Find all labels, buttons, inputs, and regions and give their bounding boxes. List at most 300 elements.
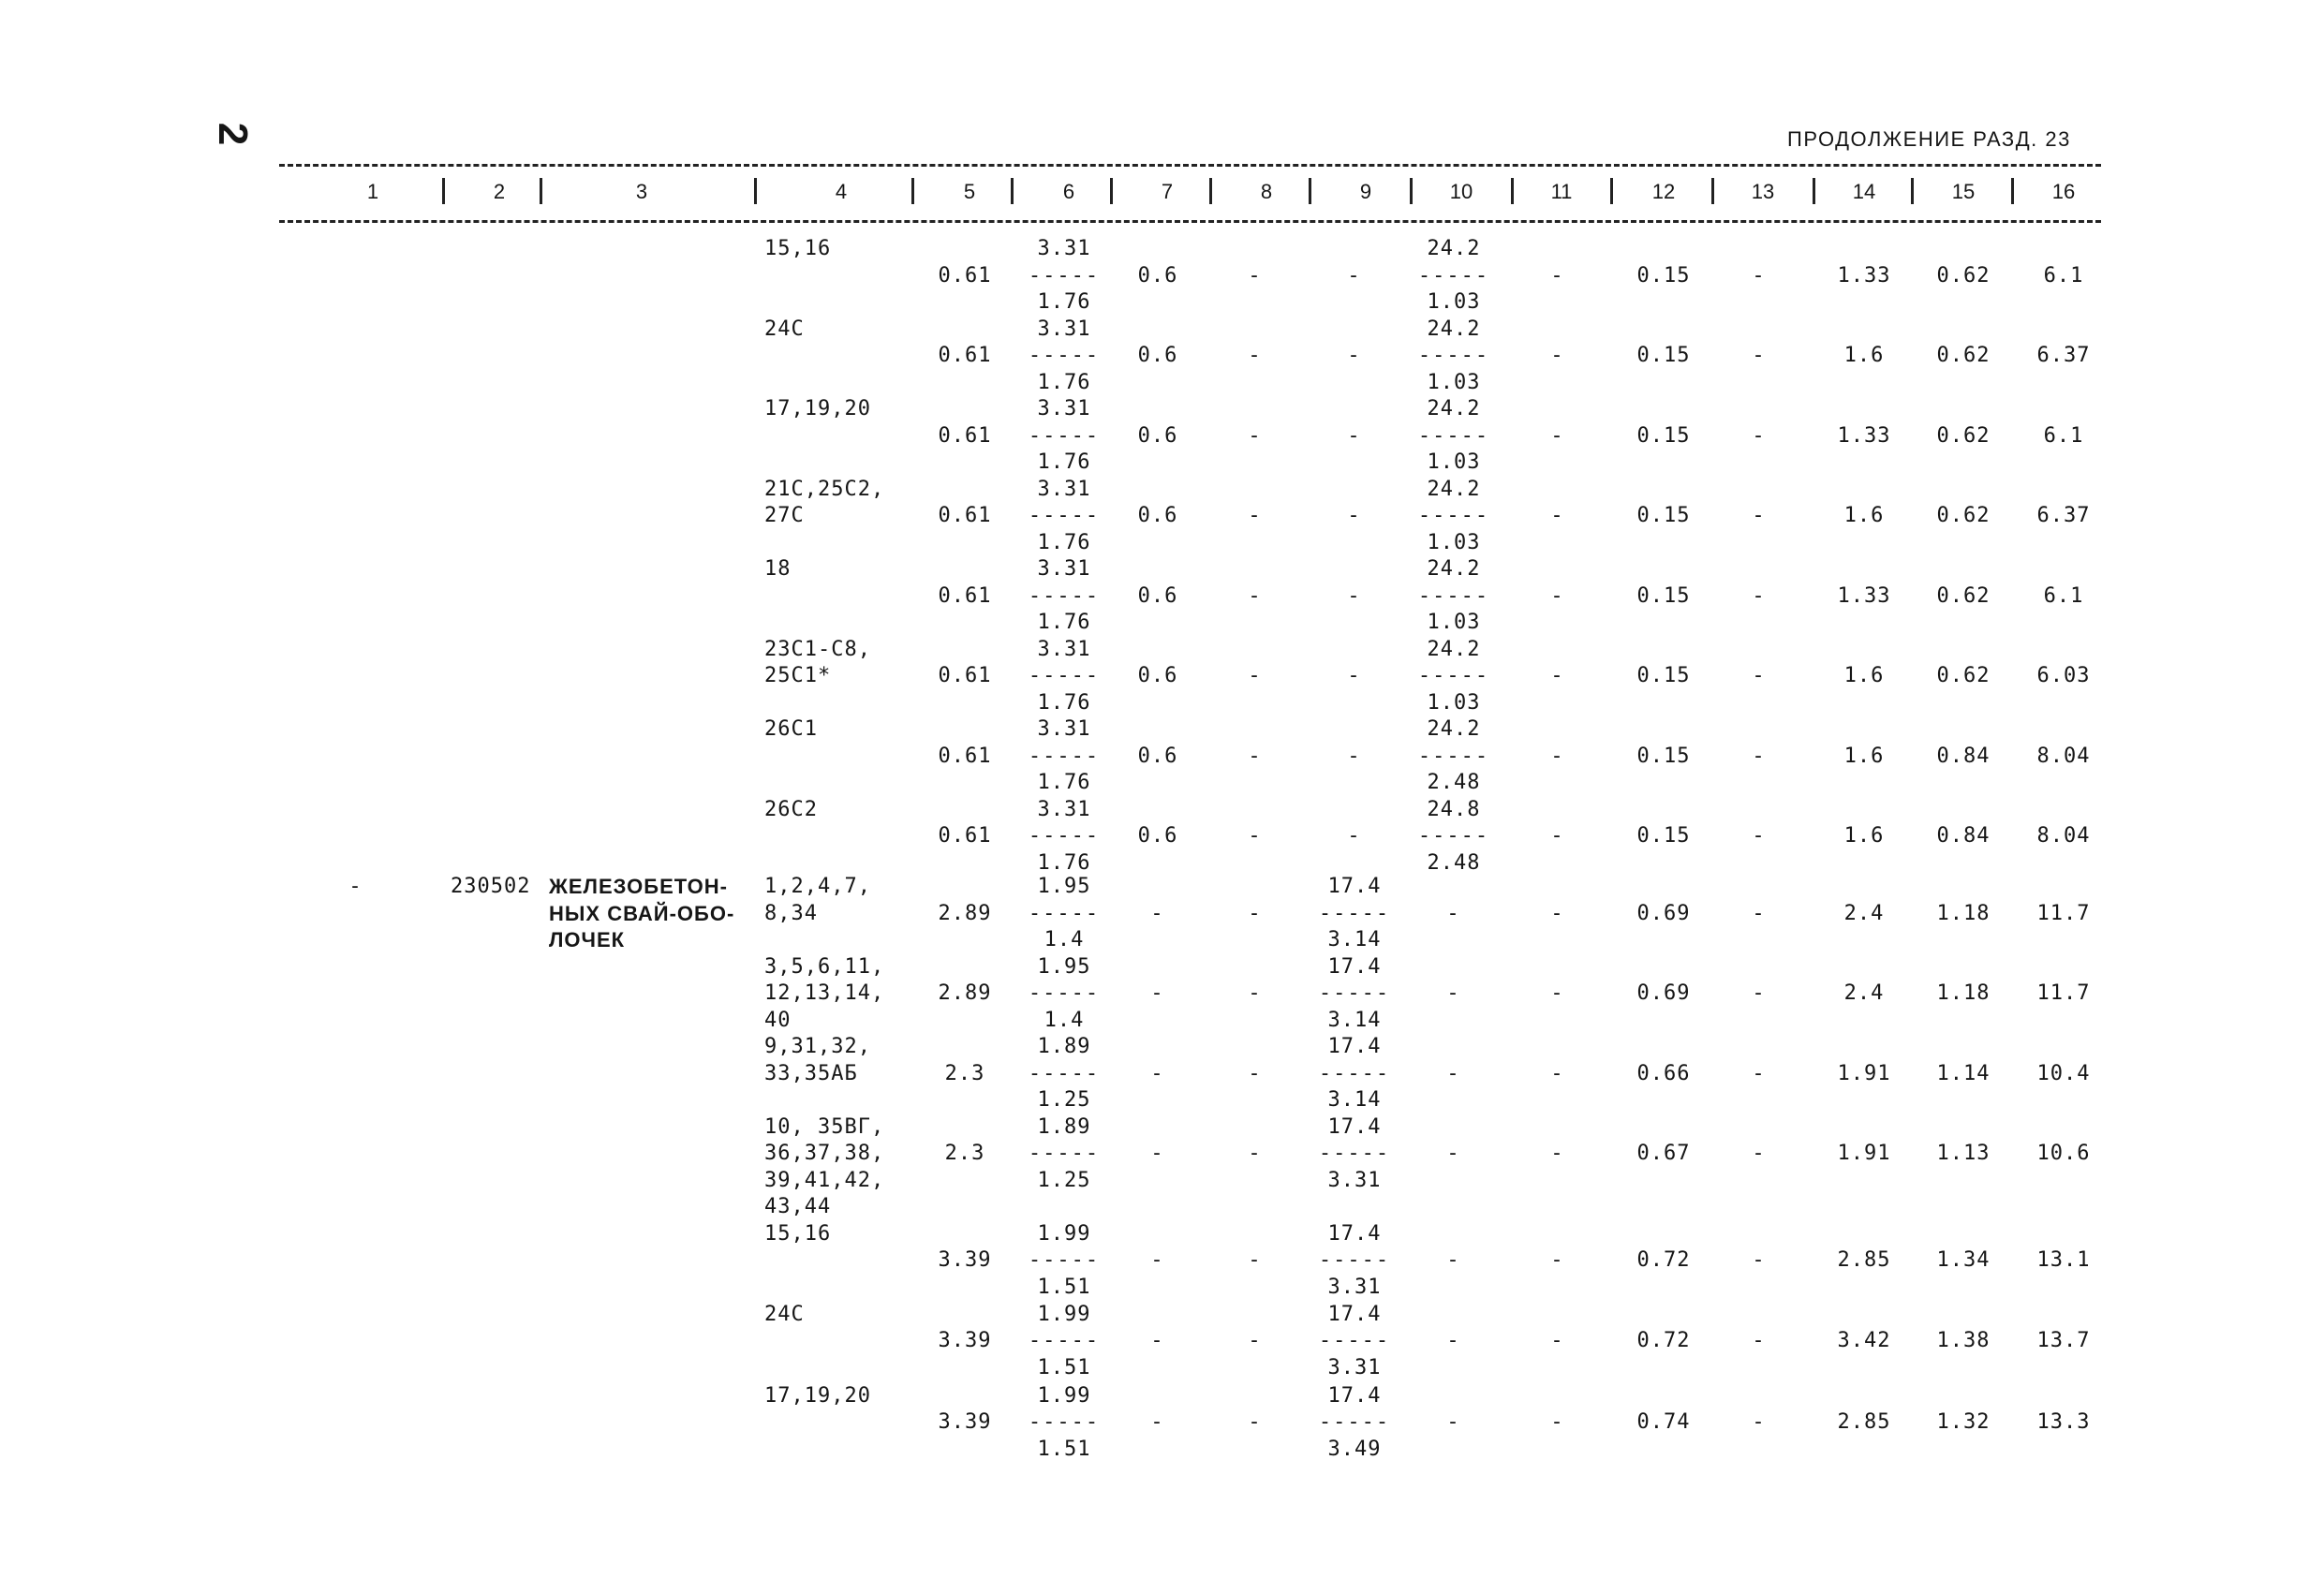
row-label: 1,2,4,7, — [764, 875, 871, 898]
cell-c15: 0.84 — [1936, 744, 1991, 768]
cell-c7: 0.6 — [1137, 344, 1178, 367]
cell-c8: - — [1248, 344, 1263, 367]
cell-c14: 2.85 — [1837, 1248, 1891, 1272]
fraction-bar: ----- — [1028, 1329, 1101, 1352]
cell-c14: 1.6 — [1843, 504, 1885, 527]
cell-c10: - — [1446, 981, 1461, 1005]
fraction-bar: ----- — [1028, 664, 1101, 687]
cell-c6: 1.25 — [1037, 1168, 1091, 1192]
column-separator — [1911, 178, 1914, 204]
column-number-14: 14 — [1852, 180, 1876, 203]
column-number-15: 15 — [1951, 180, 1976, 203]
cell-c9: - — [1347, 824, 1362, 848]
cell-c13: - — [1752, 423, 1767, 448]
fraction-bar: ----- — [1417, 344, 1490, 367]
fraction-bar: ----- — [1028, 824, 1101, 848]
cell-c6: 1.4 — [1044, 928, 1085, 951]
cell-c15: 1.34 — [1936, 1248, 1991, 1272]
cell-c7: - — [1150, 1142, 1165, 1165]
cell-c12: 0.66 — [1636, 1061, 1691, 1085]
cell-c7: 0.6 — [1137, 664, 1178, 687]
cell-c13: - — [1752, 1410, 1767, 1434]
cell-c10: 1.03 — [1427, 690, 1481, 715]
group-title: ЛОЧЕК — [549, 928, 626, 951]
cell-c11: - — [1550, 1248, 1565, 1272]
cell-c10: - — [1446, 1061, 1461, 1085]
cell-c15: 1.13 — [1936, 1142, 1991, 1165]
cell-c12: 0.15 — [1636, 263, 1691, 288]
cell-c6: 1.51 — [1037, 1355, 1091, 1379]
cell-c9: 3.49 — [1327, 1437, 1382, 1461]
cell-c6: 1.95 — [1037, 875, 1091, 898]
cell-c5: 2.3 — [944, 1142, 985, 1165]
cell-c10: 1.03 — [1427, 450, 1481, 474]
cell-c12: 0.15 — [1636, 664, 1691, 687]
fraction-bar: ----- — [1028, 423, 1101, 448]
cell-c15: 1.14 — [1936, 1061, 1991, 1085]
cell-c9: - — [1347, 744, 1362, 768]
fraction-bar: ----- — [1318, 1410, 1391, 1434]
cell-c12: 0.69 — [1636, 981, 1691, 1005]
cell-c11: - — [1550, 1061, 1565, 1085]
cell-c7: 0.6 — [1137, 744, 1178, 768]
cell-c6: 1.95 — [1037, 954, 1091, 979]
row-label: 36,37,38, — [764, 1142, 885, 1165]
column-number-3: 3 — [635, 180, 648, 203]
cell-c12: 0.72 — [1636, 1248, 1691, 1272]
cell-c13: - — [1752, 583, 1767, 608]
row-label: 26C1 — [764, 717, 818, 741]
fraction-bar: ----- — [1028, 1248, 1101, 1272]
header-rule-bottom — [279, 220, 2101, 223]
cell-c13: - — [1752, 1329, 1767, 1352]
cell-c5: 2.89 — [938, 981, 992, 1005]
cell-c10: - — [1446, 1248, 1461, 1272]
cell-c9: 3.14 — [1327, 1088, 1382, 1112]
row-label: 27C — [764, 504, 805, 527]
cell-c16: 11.7 — [2036, 901, 2091, 925]
cell-c15: 0.62 — [1936, 263, 1991, 288]
cell-c16: 6.37 — [2036, 344, 2091, 367]
cell-c10: 24.2 — [1427, 637, 1481, 661]
fraction-bar: ----- — [1417, 263, 1490, 288]
cell-c14: 1.33 — [1837, 263, 1891, 288]
cell-c7: - — [1150, 1061, 1165, 1085]
header-rule-top — [279, 164, 2101, 167]
cell-c6: 1.89 — [1037, 1114, 1091, 1139]
cell-c10: 24.2 — [1427, 477, 1481, 501]
cell-c5: 3.39 — [938, 1329, 992, 1352]
cell-c6: 1.89 — [1037, 1035, 1091, 1058]
cell-c6: 3.31 — [1037, 797, 1091, 821]
cell-c13: - — [1752, 1061, 1767, 1085]
cell-c7: - — [1150, 981, 1165, 1005]
column-separator — [2011, 178, 2014, 204]
cell-c6: 1.76 — [1037, 530, 1091, 554]
cell-c10: 2.48 — [1427, 850, 1481, 875]
fraction-bar: ----- — [1417, 824, 1490, 848]
cell-c12: 0.15 — [1636, 824, 1691, 848]
fraction-bar: ----- — [1318, 981, 1391, 1005]
cell-c11: - — [1550, 744, 1565, 768]
cell-c10: 1.03 — [1427, 530, 1481, 554]
cell-c6: 1.76 — [1037, 850, 1091, 875]
cell-c11: - — [1550, 1410, 1565, 1434]
cell-c12: 0.72 — [1636, 1329, 1691, 1352]
cell-c6: 1.99 — [1037, 1221, 1091, 1246]
column-separator — [442, 178, 445, 204]
cell-c6: 1.25 — [1037, 1088, 1091, 1112]
fraction-bar: ----- — [1028, 504, 1101, 527]
cell-c14: 1.33 — [1837, 583, 1891, 608]
cell-c6: 3.31 — [1037, 557, 1091, 581]
cell-c6: 3.31 — [1037, 637, 1091, 661]
cell-c12: 0.74 — [1636, 1410, 1691, 1434]
cell-c9: 17.4 — [1327, 875, 1382, 898]
cell-c8: - — [1248, 981, 1263, 1005]
cell-c6: 1.76 — [1037, 771, 1091, 794]
cell-c14: 1.91 — [1837, 1142, 1891, 1165]
cell-c15: 1.38 — [1936, 1329, 1991, 1352]
cell-c11: - — [1550, 504, 1565, 527]
cell-c14: 2.4 — [1843, 981, 1885, 1005]
cell-c5: 0.61 — [938, 744, 992, 768]
column-separator — [1110, 178, 1113, 204]
cell-c15: 1.32 — [1936, 1410, 1991, 1434]
row-label: 10, 35ВГ, — [764, 1114, 885, 1139]
cell-c14: 1.6 — [1843, 744, 1885, 768]
fraction-bar: ----- — [1318, 901, 1391, 925]
cell-c9: 3.31 — [1327, 1275, 1382, 1299]
fraction-bar: ----- — [1028, 344, 1101, 367]
cell-c5: 0.61 — [938, 263, 992, 288]
cell-c10: 1.03 — [1427, 290, 1481, 314]
cell-c9: 17.4 — [1327, 1035, 1382, 1058]
cell-c12: 0.15 — [1636, 744, 1691, 768]
row-label: 24C — [764, 317, 805, 341]
group-title: НЫХ СВАЙ-ОБО- — [549, 901, 735, 925]
cell-c9: - — [1347, 423, 1362, 448]
cell-c13: - — [1752, 504, 1767, 527]
cell-c8: - — [1248, 824, 1263, 848]
cell-c5: 0.61 — [938, 664, 992, 687]
cell-c6: 1.99 — [1037, 1302, 1091, 1326]
cell-c8: - — [1248, 504, 1263, 527]
column-number-8: 8 — [1260, 180, 1273, 203]
row-label: 15,16 — [764, 237, 832, 260]
cell-c6: 1.76 — [1037, 370, 1091, 394]
row-label: 39,41,42, — [764, 1168, 885, 1192]
row-label: 17,19,20 — [764, 397, 871, 420]
cell-c10: - — [1446, 1329, 1461, 1352]
cell-c11: - — [1550, 423, 1565, 448]
column-number-2: 2 — [493, 180, 506, 203]
fraction-bar: ----- — [1028, 1061, 1101, 1085]
cell-c9: 17.4 — [1327, 1221, 1382, 1246]
cell-c5: 0.61 — [938, 504, 992, 527]
cell-c6: 1.51 — [1037, 1437, 1091, 1461]
cell-c16: 13.1 — [2036, 1248, 2091, 1272]
cell-c9: - — [1347, 504, 1362, 527]
cell-c16: 8.04 — [2036, 824, 2091, 848]
cell-c7: - — [1150, 1248, 1165, 1272]
fraction-bar: ----- — [1028, 981, 1101, 1005]
fraction-bar: ----- — [1028, 901, 1101, 925]
cell-c16: 8.04 — [2036, 744, 2091, 768]
cell-c7: - — [1150, 1410, 1165, 1434]
cell-c10: 2.48 — [1427, 771, 1481, 794]
cell-c14: 1.91 — [1837, 1061, 1891, 1085]
row-label: 9,31,32, — [764, 1035, 871, 1058]
cell-c9: - — [1347, 263, 1362, 288]
cell-c11: - — [1550, 981, 1565, 1005]
column-separator — [1209, 178, 1212, 204]
cell-c11: - — [1550, 901, 1565, 925]
cell-c11: - — [1550, 824, 1565, 848]
cell-c7: 0.6 — [1137, 583, 1178, 608]
cell-c14: 2.4 — [1843, 901, 1885, 925]
column-separator — [1410, 178, 1413, 204]
cell-c14: 1.6 — [1843, 824, 1885, 848]
cell-c12: 0.15 — [1636, 504, 1691, 527]
column-separator — [1711, 178, 1714, 204]
cell-c16: 13.7 — [2036, 1329, 2091, 1352]
row-label: 17,19,20 — [764, 1383, 871, 1408]
cell-c6: 3.31 — [1037, 397, 1091, 420]
cell-c14: 1.6 — [1843, 344, 1885, 367]
column-number-1: 1 — [366, 180, 379, 203]
fraction-bar: ----- — [1318, 1142, 1391, 1165]
cell-c9: - — [1347, 664, 1362, 687]
cell-c6: 3.31 — [1037, 717, 1091, 741]
row-label: 21C,25C2, — [764, 477, 885, 501]
column-separator — [1011, 178, 1014, 204]
cell-c11: - — [1550, 1329, 1565, 1352]
cell-c16: 6.37 — [2036, 504, 2091, 527]
group-dash: - — [348, 875, 363, 898]
cell-c5: 3.39 — [938, 1248, 992, 1272]
cell-c13: - — [1752, 744, 1767, 768]
cell-c9: 17.4 — [1327, 1302, 1382, 1326]
cell-c12: 0.67 — [1636, 1142, 1691, 1165]
cell-c12: 0.15 — [1636, 344, 1691, 367]
group-code: 230502 — [451, 875, 531, 898]
cell-c7: 0.6 — [1137, 504, 1178, 527]
fraction-bar: ----- — [1028, 744, 1101, 768]
row-label: 26C2 — [764, 797, 818, 821]
cell-c13: - — [1752, 981, 1767, 1005]
fraction-bar: ----- — [1417, 504, 1490, 527]
cell-c9: 3.31 — [1327, 1355, 1382, 1379]
cell-c10: 1.03 — [1427, 611, 1481, 634]
cell-c8: - — [1248, 583, 1263, 608]
cell-c5: 3.39 — [938, 1410, 992, 1434]
cell-c9: 17.4 — [1327, 1383, 1382, 1408]
page-header-title: ПРОДОЛЖЕНИЕ РАЗД. 23 — [1787, 127, 2071, 151]
cell-c9: 17.4 — [1327, 1114, 1382, 1139]
cell-c13: - — [1752, 263, 1767, 288]
column-separator — [911, 178, 914, 204]
cell-c6: 1.4 — [1044, 1008, 1085, 1032]
cell-c8: - — [1248, 1329, 1263, 1352]
cell-c15: 0.62 — [1936, 423, 1991, 448]
row-label: 33,35АБ — [764, 1061, 858, 1085]
cell-c6: 1.76 — [1037, 450, 1091, 474]
cell-c6: 1.51 — [1037, 1275, 1091, 1299]
column-number-6: 6 — [1062, 180, 1075, 203]
cell-c11: - — [1550, 583, 1565, 608]
cell-c8: - — [1248, 901, 1263, 925]
fraction-bar: ----- — [1028, 263, 1101, 288]
cell-c5: 2.89 — [938, 901, 992, 925]
cell-c15: 0.62 — [1936, 504, 1991, 527]
cell-c16: 13.3 — [2036, 1410, 2091, 1434]
cell-c6: 1.76 — [1037, 290, 1091, 314]
row-label: 15,16 — [764, 1221, 832, 1246]
cell-c12: 0.69 — [1636, 901, 1691, 925]
cell-c9: 3.14 — [1327, 1008, 1382, 1032]
cell-c11: - — [1550, 344, 1565, 367]
cell-c7: - — [1150, 1329, 1165, 1352]
cell-c7: 0.6 — [1137, 263, 1178, 288]
column-number-7: 7 — [1161, 180, 1174, 203]
cell-c10: 24.2 — [1427, 557, 1481, 581]
fraction-bar: ----- — [1417, 583, 1490, 608]
column-number-10: 10 — [1449, 180, 1473, 203]
cell-c6: 1.76 — [1037, 611, 1091, 634]
fraction-bar: ----- — [1417, 744, 1490, 768]
cell-c8: - — [1248, 1061, 1263, 1085]
column-separator — [1309, 178, 1311, 204]
cell-c7: 0.6 — [1137, 423, 1178, 448]
page-mark: 2 — [210, 122, 257, 146]
cell-c5: 0.61 — [938, 583, 992, 608]
cell-c14: 1.6 — [1843, 664, 1885, 687]
fraction-bar: ----- — [1417, 664, 1490, 687]
cell-c12: 0.15 — [1636, 423, 1691, 448]
cell-c10: 1.03 — [1427, 370, 1481, 394]
column-separator — [540, 178, 542, 204]
row-label: 24C — [764, 1302, 805, 1326]
cell-c16: 6.1 — [2043, 583, 2084, 608]
cell-c6: 3.31 — [1037, 317, 1091, 341]
cell-c5: 0.61 — [938, 344, 992, 367]
row-label: 3,5,6,11, — [764, 954, 885, 979]
cell-c11: - — [1550, 664, 1565, 687]
column-number-12: 12 — [1651, 180, 1676, 203]
fraction-bar: ----- — [1318, 1061, 1391, 1085]
row-label: 43,44 — [764, 1195, 832, 1218]
row-label: 18 — [764, 557, 792, 581]
row-label: 12,13,14, — [764, 981, 885, 1005]
column-number-11: 11 — [1550, 180, 1573, 203]
cell-c15: 0.62 — [1936, 344, 1991, 367]
cell-c7: 0.6 — [1137, 824, 1178, 848]
cell-c13: - — [1752, 1142, 1767, 1165]
cell-c6: 3.31 — [1037, 237, 1091, 260]
cell-c16: 6.1 — [2043, 263, 2084, 288]
cell-c13: - — [1752, 344, 1767, 367]
cell-c15: 1.18 — [1936, 901, 1991, 925]
cell-c5: 0.61 — [938, 423, 992, 448]
cell-c9: - — [1347, 583, 1362, 608]
cell-c8: - — [1248, 1248, 1263, 1272]
cell-c6: 1.99 — [1037, 1383, 1091, 1408]
cell-c8: - — [1248, 263, 1263, 288]
cell-c10: - — [1446, 1142, 1461, 1165]
cell-c7: - — [1150, 901, 1165, 925]
cell-c11: - — [1550, 263, 1565, 288]
cell-c13: - — [1752, 824, 1767, 848]
cell-c13: - — [1752, 664, 1767, 687]
cell-c9: 17.4 — [1327, 954, 1382, 979]
row-label: 25C1* — [764, 664, 832, 687]
cell-c11: - — [1550, 1142, 1565, 1165]
cell-c15: 0.84 — [1936, 824, 1991, 848]
cell-c9: - — [1347, 344, 1362, 367]
cell-c16: 11.7 — [2036, 981, 2091, 1005]
cell-c8: - — [1248, 744, 1263, 768]
column-number-13: 13 — [1751, 180, 1775, 203]
cell-c8: - — [1248, 1410, 1263, 1434]
cell-c10: 24.8 — [1427, 797, 1481, 821]
column-separator — [1813, 178, 1815, 204]
column-separator — [1511, 178, 1514, 204]
row-label: 23C1-C8, — [764, 637, 871, 661]
cell-c16: 6.03 — [2036, 664, 2091, 687]
cell-c14: 3.42 — [1837, 1329, 1891, 1352]
column-separator — [1610, 178, 1613, 204]
cell-c8: - — [1248, 423, 1263, 448]
cell-c10: 24.2 — [1427, 317, 1481, 341]
cell-c10: - — [1446, 901, 1461, 925]
cell-c15: 0.62 — [1936, 664, 1991, 687]
cell-c15: 0.62 — [1936, 583, 1991, 608]
fraction-bar: ----- — [1318, 1329, 1391, 1352]
cell-c16: 10.6 — [2036, 1142, 2091, 1165]
cell-c8: - — [1248, 664, 1263, 687]
cell-c9: 3.31 — [1327, 1168, 1382, 1192]
row-label: 40 — [764, 1008, 792, 1032]
group-title: ЖЕЛЕЗОБЕТОН- — [549, 875, 728, 898]
cell-c10: 24.2 — [1427, 397, 1481, 420]
cell-c16: 10.4 — [2036, 1061, 2091, 1085]
column-number-4: 4 — [835, 180, 848, 203]
fraction-bar: ----- — [1028, 1142, 1101, 1165]
cell-c14: 2.85 — [1837, 1410, 1891, 1434]
cell-c13: - — [1752, 901, 1767, 925]
cell-c10: - — [1446, 1410, 1461, 1434]
column-number-5: 5 — [963, 180, 976, 203]
column-number-9: 9 — [1359, 180, 1372, 203]
cell-c5: 0.61 — [938, 824, 992, 848]
fraction-bar: ----- — [1318, 1248, 1391, 1272]
cell-c6: 1.76 — [1037, 690, 1091, 715]
column-separator — [754, 178, 757, 204]
cell-c9: 3.14 — [1327, 928, 1382, 951]
row-label: 8,34 — [764, 901, 818, 925]
fraction-bar: ----- — [1028, 1410, 1101, 1434]
cell-c6: 3.31 — [1037, 477, 1091, 501]
cell-c14: 1.33 — [1837, 423, 1891, 448]
fraction-bar: ----- — [1028, 583, 1101, 608]
cell-c10: 24.2 — [1427, 237, 1481, 260]
cell-c10: 24.2 — [1427, 717, 1481, 741]
cell-c16: 6.1 — [2043, 423, 2084, 448]
cell-c15: 1.18 — [1936, 981, 1991, 1005]
cell-c13: - — [1752, 1248, 1767, 1272]
cell-c12: 0.15 — [1636, 583, 1691, 608]
